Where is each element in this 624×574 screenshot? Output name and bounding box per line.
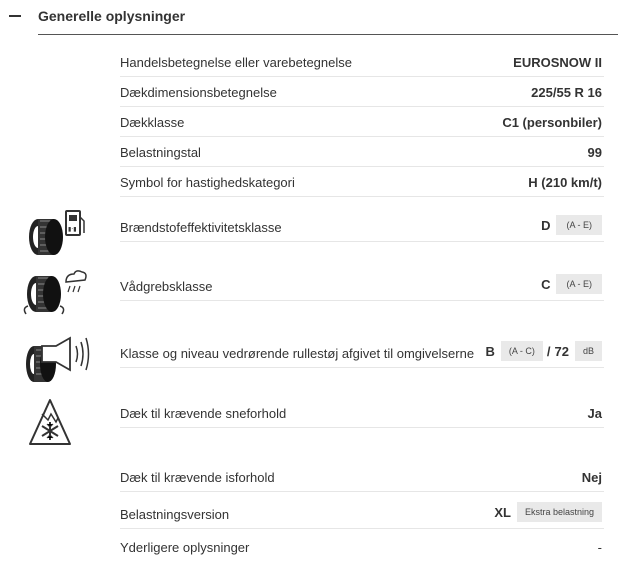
row-load-version xyxy=(120,498,604,529)
noise-class-range-badge: (A - C) xyxy=(501,341,543,361)
tyre-noise-icon xyxy=(22,334,92,386)
row-label: Dækklasse xyxy=(120,115,185,130)
row-value: H (210 km/t) xyxy=(528,175,602,190)
row-wet-grip xyxy=(120,268,604,301)
noise-level-value: 72 xyxy=(554,343,569,359)
row-value xyxy=(494,502,602,522)
row-value: - xyxy=(597,540,602,555)
row-value xyxy=(541,274,602,294)
fuel-class-value: D xyxy=(541,217,551,233)
noise-separator: / xyxy=(546,343,551,359)
row-additional xyxy=(120,533,604,561)
collapse-icon[interactable] xyxy=(7,8,27,24)
load-version-value: XL xyxy=(494,504,511,520)
row-noise xyxy=(120,333,604,368)
fuel-class-range-badge: (A - E) xyxy=(556,215,602,235)
row-speed-symbol xyxy=(120,170,604,197)
noise-class-value: B xyxy=(485,343,495,359)
row-label: Handelsbetegnelse eller varebetegnelse xyxy=(120,55,352,70)
row-snow xyxy=(120,395,604,428)
row-value xyxy=(541,215,602,235)
row-label: Klasse og niveau vedrørende rullestøj afgivet til omgivelserne xyxy=(120,346,475,361)
row-value: C1 (personbiler) xyxy=(502,115,602,130)
row-label: Belastningsversion xyxy=(120,507,230,522)
row-value: 99 xyxy=(587,145,602,160)
row-label: Yderligere oplysninger xyxy=(120,540,250,555)
wet-grip-class-value: C xyxy=(541,276,551,292)
row-fuel-efficiency xyxy=(120,205,604,242)
row-label: Brændstofeffektivitetsklasse xyxy=(120,220,282,235)
row-label: Vådgrebsklasse xyxy=(120,279,213,294)
row-value: Ja xyxy=(587,406,602,421)
wet-grip-range-badge: (A - E) xyxy=(556,274,602,294)
load-version-note-badge: Ekstra belastning xyxy=(517,502,602,522)
row-label: Dæk til krævende isforhold xyxy=(120,470,275,485)
row-dimension xyxy=(120,80,604,107)
row-value: 225/55 R 16 xyxy=(531,85,602,100)
header-divider xyxy=(38,34,618,35)
row-label: Symbol for hastighedskategori xyxy=(120,175,295,190)
svg-text:▮·▮: ▮·▮ xyxy=(68,226,77,233)
row-value: Nej xyxy=(581,470,602,485)
mountain-snowflake-icon xyxy=(28,396,72,448)
row-value: EUROSNOW II xyxy=(513,55,602,70)
row-label: Dæk til krævende sneforhold xyxy=(120,406,287,421)
row-label: Belastningstal xyxy=(120,145,201,160)
row-ice xyxy=(120,461,604,492)
row-value xyxy=(486,341,603,361)
row-load-index xyxy=(120,140,604,167)
section-title: Generelle oplysninger xyxy=(38,8,186,24)
section-header[interactable] xyxy=(0,0,624,36)
row-tyre-class xyxy=(120,110,604,137)
row-trade-name xyxy=(120,50,604,77)
tyre-rain-icon xyxy=(22,268,88,320)
tyre-fuel-icon xyxy=(26,207,88,259)
noise-unit-badge: dB xyxy=(575,341,602,361)
row-label: Dækdimensionsbetegnelse xyxy=(120,85,277,100)
